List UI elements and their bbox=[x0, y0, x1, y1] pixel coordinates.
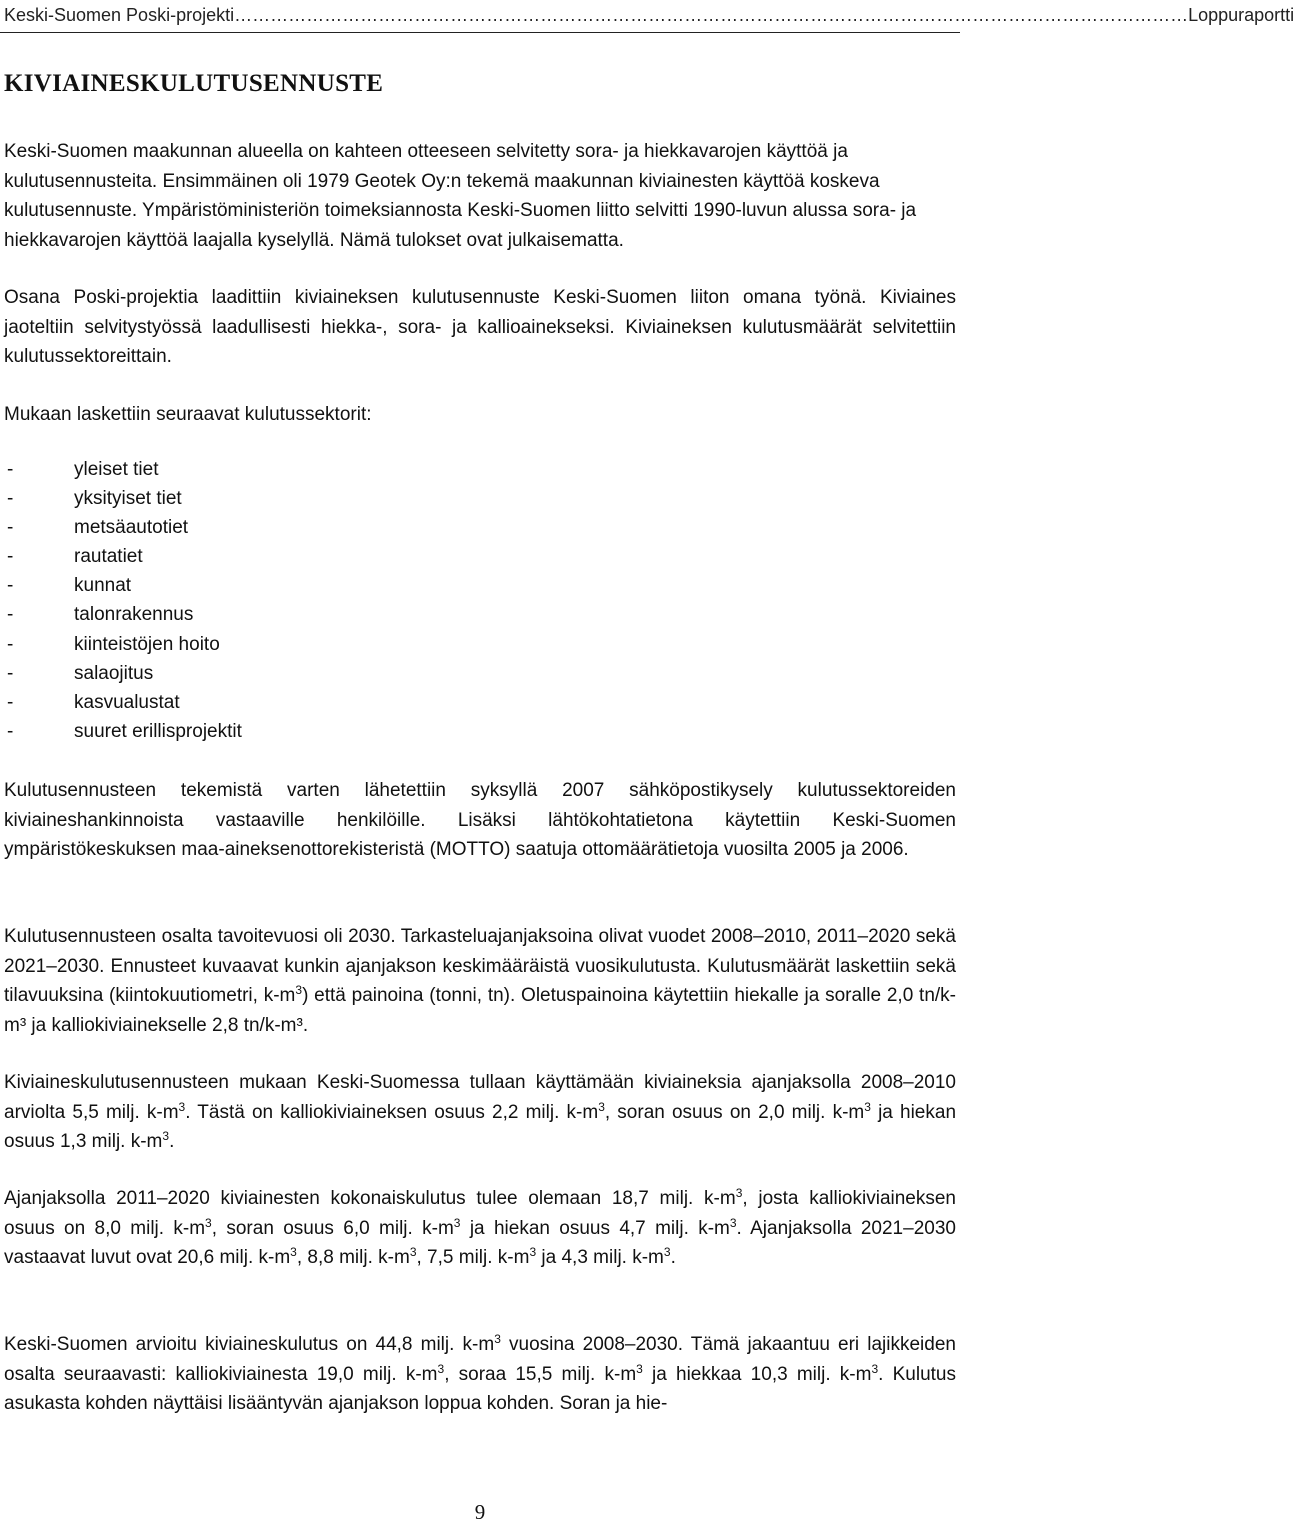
paragraph-project: Osana Poski-projektia laadittiin kiviaineksen kulutusennuste Keski-Suomen liiton omana työnä. Kiviaines jaoteltiin selvitystyössä laadullisesti hiekka-, sora- ja kallioainekseksi. Kiviaineksen kulutusmäärät selvitettiin kulutussektoreittain. bbox=[4, 287, 956, 367]
paragraph-total: Keski-Suomen arvioitu kiviaineskulutus on 44,8 milj. $k-m^3$ vuosina 2008–2030. Tämä jakaantuu eri lajikkeiden osalta seuraavasti: kalliokiviainesta 19,0 milj. $k-m^3$, soraa 15,5 milj. $k-m^3$ ja hiekkaa 10,3 milj. $k-m^3$. Kulutus asukasta kohden näyttäisi lisääntyvän ajanjakson loppua kohden. Soran ja hie- bbox=[4, 1332, 956, 1414]
list-item: - metsäautotiet bbox=[7, 517, 189, 539]
header-project-name: Keski-Suomen Poski-projekti bbox=[4, 4, 235, 25]
paragraph-survey: Kulutusennusteen tekemistä varten lähetettiin syksyllä 2007 sähköpostikysely kulutussektoreiden kiviaineshankinnoista vastaaville henkilöille. Lisäksi lähtökohtatietona käytettiin Keski-Suomen ympäristökeskuksen maa-aineksenottorekisteristä (MOTTO) saatuja ottomäärätietoja vuosilta 2005 ja 2006. bbox=[4, 780, 956, 860]
list-item: - yksityiset tiet bbox=[7, 488, 182, 510]
section-title: KIVIAINESKULUTUSENNUSTE bbox=[4, 70, 384, 97]
list-item: - kiinteistöjen hoito bbox=[7, 633, 220, 655]
paragraph-forecast-2008: Kiviaineskulutusennusteen mukaan Keski-Suomessa tullaan käyttämään kiviaineksia ajanjaksolla 2008–2010 arviolta 5,5 milj. $k-m^3$. Tästä on kalliokiviaineksen osuus 2,2 milj. $k-m^3$, soran osuus on 2,0 milj. $k-m^3$ ja hiekan osuus 1,3 milj. $k-m^3$. bbox=[4, 1072, 957, 1152]
list-item: - talonrakennus bbox=[7, 604, 194, 626]
list-item: - yleiset tiet bbox=[7, 459, 159, 480]
sector-list bbox=[4, 455, 242, 746]
paragraph-sectors-intro: Mukaan laskettiin seuraavat kulutussektorit: bbox=[4, 404, 372, 425]
header-rule bbox=[0, 32, 960, 33]
header-report-type: Loppuraportti bbox=[1188, 4, 1294, 25]
paragraph-periods: Kulutusennusteen osalta tavoitevuosi oli 2030. Tarkasteluajanjaksoina olivat vuodet 2008–2010, 2011–2020 sekä 2021–2030. Ennusteet kuvaavat kunkin ajanjakson keskimääräistä vuosikulutusta. Kulutusmäärät laskettiin sekä tilavuuksina (kiintokuutiometri, $k-m^3$) että painoina (tonni, tn). Oletuspainoina käytettiin hiekalle ja soralle 2,0 tn/k-m³ ja kalliokiviainekselle 2,8 tn/k-m³. bbox=[4, 926, 956, 1036]
header-leader-dots: …………………………………………………………………………………………………………………………………………… bbox=[234, 4, 1189, 25]
list-item: - rautatiet bbox=[7, 546, 143, 568]
list-item: - kunnat bbox=[7, 575, 132, 597]
list-item: - salaojitus bbox=[7, 662, 154, 684]
list-item: - suuret erillisprojektit bbox=[7, 720, 242, 742]
paragraph-forecast-2011: Ajanjaksolla 2011–2020 kiviainesten kokonaiskulutus tulee olemaan 18,7 milj. $k-m^3$, josta kalliokiviaineksen osuus on 8,0 milj. $k-m^3$, soran osuus 6,0 milj. $k-m^3$ ja hiekan osuus 4,7 milj. $k-m^3$. Ajanjaksolla 2021–2030 vastaavat luvut ovat 20,6 milj. $k-m^3$, 8,8 milj. $k-m^3$, 7,5 milj. $k-m^3$ ja 4,3 milj. $k-m^3$. bbox=[4, 1186, 956, 1268]
list-item: - kasvualustat bbox=[7, 691, 180, 713]
running-header bbox=[4, 2, 1294, 28]
paragraph-intro: Keski-Suomen maakunnan alueella on kahteen otteeseen selvitetty sora- ja hiekkavarojen käyttöä ja kulutusennusteita. Ensimmäinen oli 1979 Geotek Oy:n tekemä maakunnan kiviainesten käyttöä koskeva kulutusennuste. Ympäristöministeriön toimeksiannosta Keski-Suomen liitto selvitti 1990-luvun alussa sora- ja hiekkavarojen käyttöä laajalla kyselyllä. Nämä tulokset ovat julkaisematta. bbox=[4, 141, 917, 251]
page-number: 9 bbox=[474, 1500, 486, 1524]
